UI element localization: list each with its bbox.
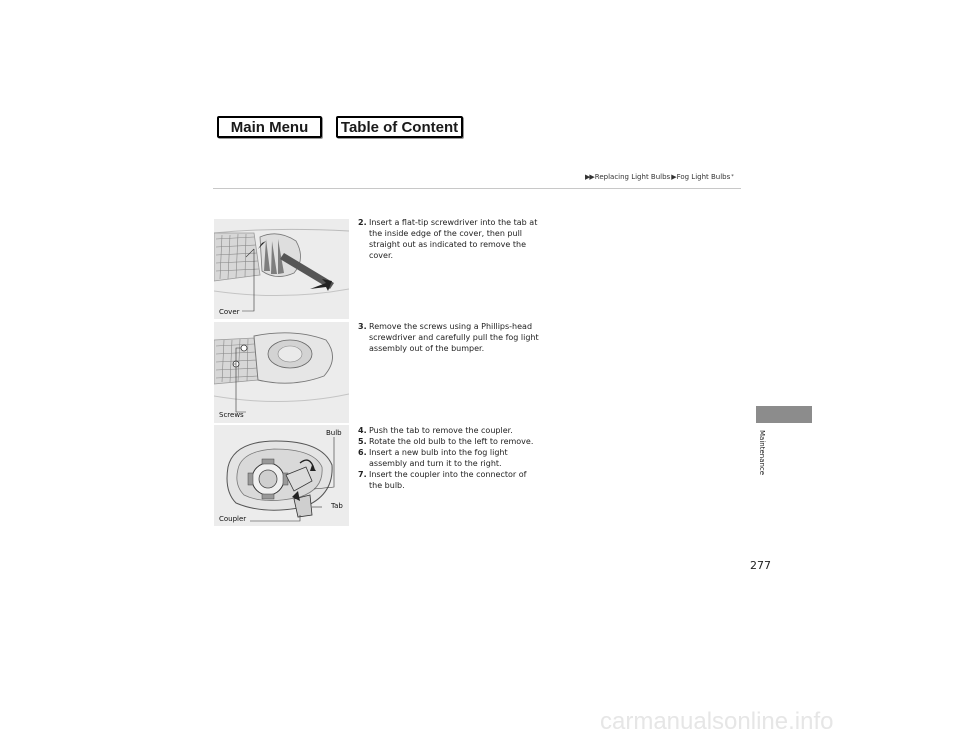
step-text: Insert a flat-tip screwdriver into the tab at the inside edge of the cover, then pull straight out as indicated to remove the cover. (369, 218, 538, 260)
figure-screws (214, 322, 349, 423)
step-number: 3. (358, 322, 367, 331)
figure-bulb-coupler (214, 425, 349, 526)
step-item (358, 321, 540, 354)
step-item (358, 469, 540, 491)
step-text: Insert the coupler into the connector of the bulb. (369, 470, 527, 490)
steps-group-3 (358, 425, 540, 491)
option-marker: * (731, 174, 734, 180)
figure-label-bulb: Bulb (326, 429, 342, 437)
figure-cover-removal (214, 219, 349, 319)
step-text: Insert a new bulb into the fog light assembly and turn it to the right. (369, 448, 508, 468)
step-text: Push the tab to remove the coupler. (369, 426, 513, 435)
section-tab-label: Maintenance (758, 430, 766, 476)
step-text: Rotate the old bulb to the left to remove. (369, 437, 534, 446)
step-number: 6. (358, 448, 367, 457)
step-item (358, 436, 540, 447)
page-number: 277 (750, 559, 771, 572)
screws-illustration (214, 322, 349, 423)
header-divider (213, 188, 741, 189)
figure-label-coupler: Coupler (219, 515, 247, 523)
step-item (358, 447, 540, 469)
cover-removal-illustration (214, 219, 349, 319)
steps-group-1 (358, 217, 540, 261)
step-number: 5. (358, 437, 367, 446)
step-number: 7. (358, 470, 367, 479)
double-arrow-icon: ▶▶ (585, 173, 594, 181)
step-item (358, 425, 540, 436)
step-text: Remove the screws using a Phillips-head screwdriver and carefully pull the fog light assembly out of the bumper. (369, 322, 539, 353)
table-of-content-button[interactable]: Table of Content (336, 116, 463, 138)
step-item (358, 217, 540, 261)
breadcrumb-section: Replacing Light Bulbs (594, 173, 671, 181)
steps-group-2 (358, 321, 540, 354)
section-tab (756, 406, 812, 423)
figure-label-screws: Screws (219, 411, 244, 419)
figure-label-cover: Cover (219, 308, 240, 316)
main-menu-button[interactable]: Main Menu (217, 116, 322, 138)
arrow-icon: ▶ (671, 173, 676, 181)
breadcrumb-page: Fog Light Bulbs (676, 173, 731, 181)
bulb-coupler-illustration (214, 425, 349, 526)
step-number: 2. (358, 218, 367, 227)
watermark: carmanualsonline.info (600, 708, 834, 735)
breadcrumb (585, 173, 734, 181)
step-number: 4. (358, 426, 367, 435)
figure-label-tab: Tab (331, 502, 343, 510)
